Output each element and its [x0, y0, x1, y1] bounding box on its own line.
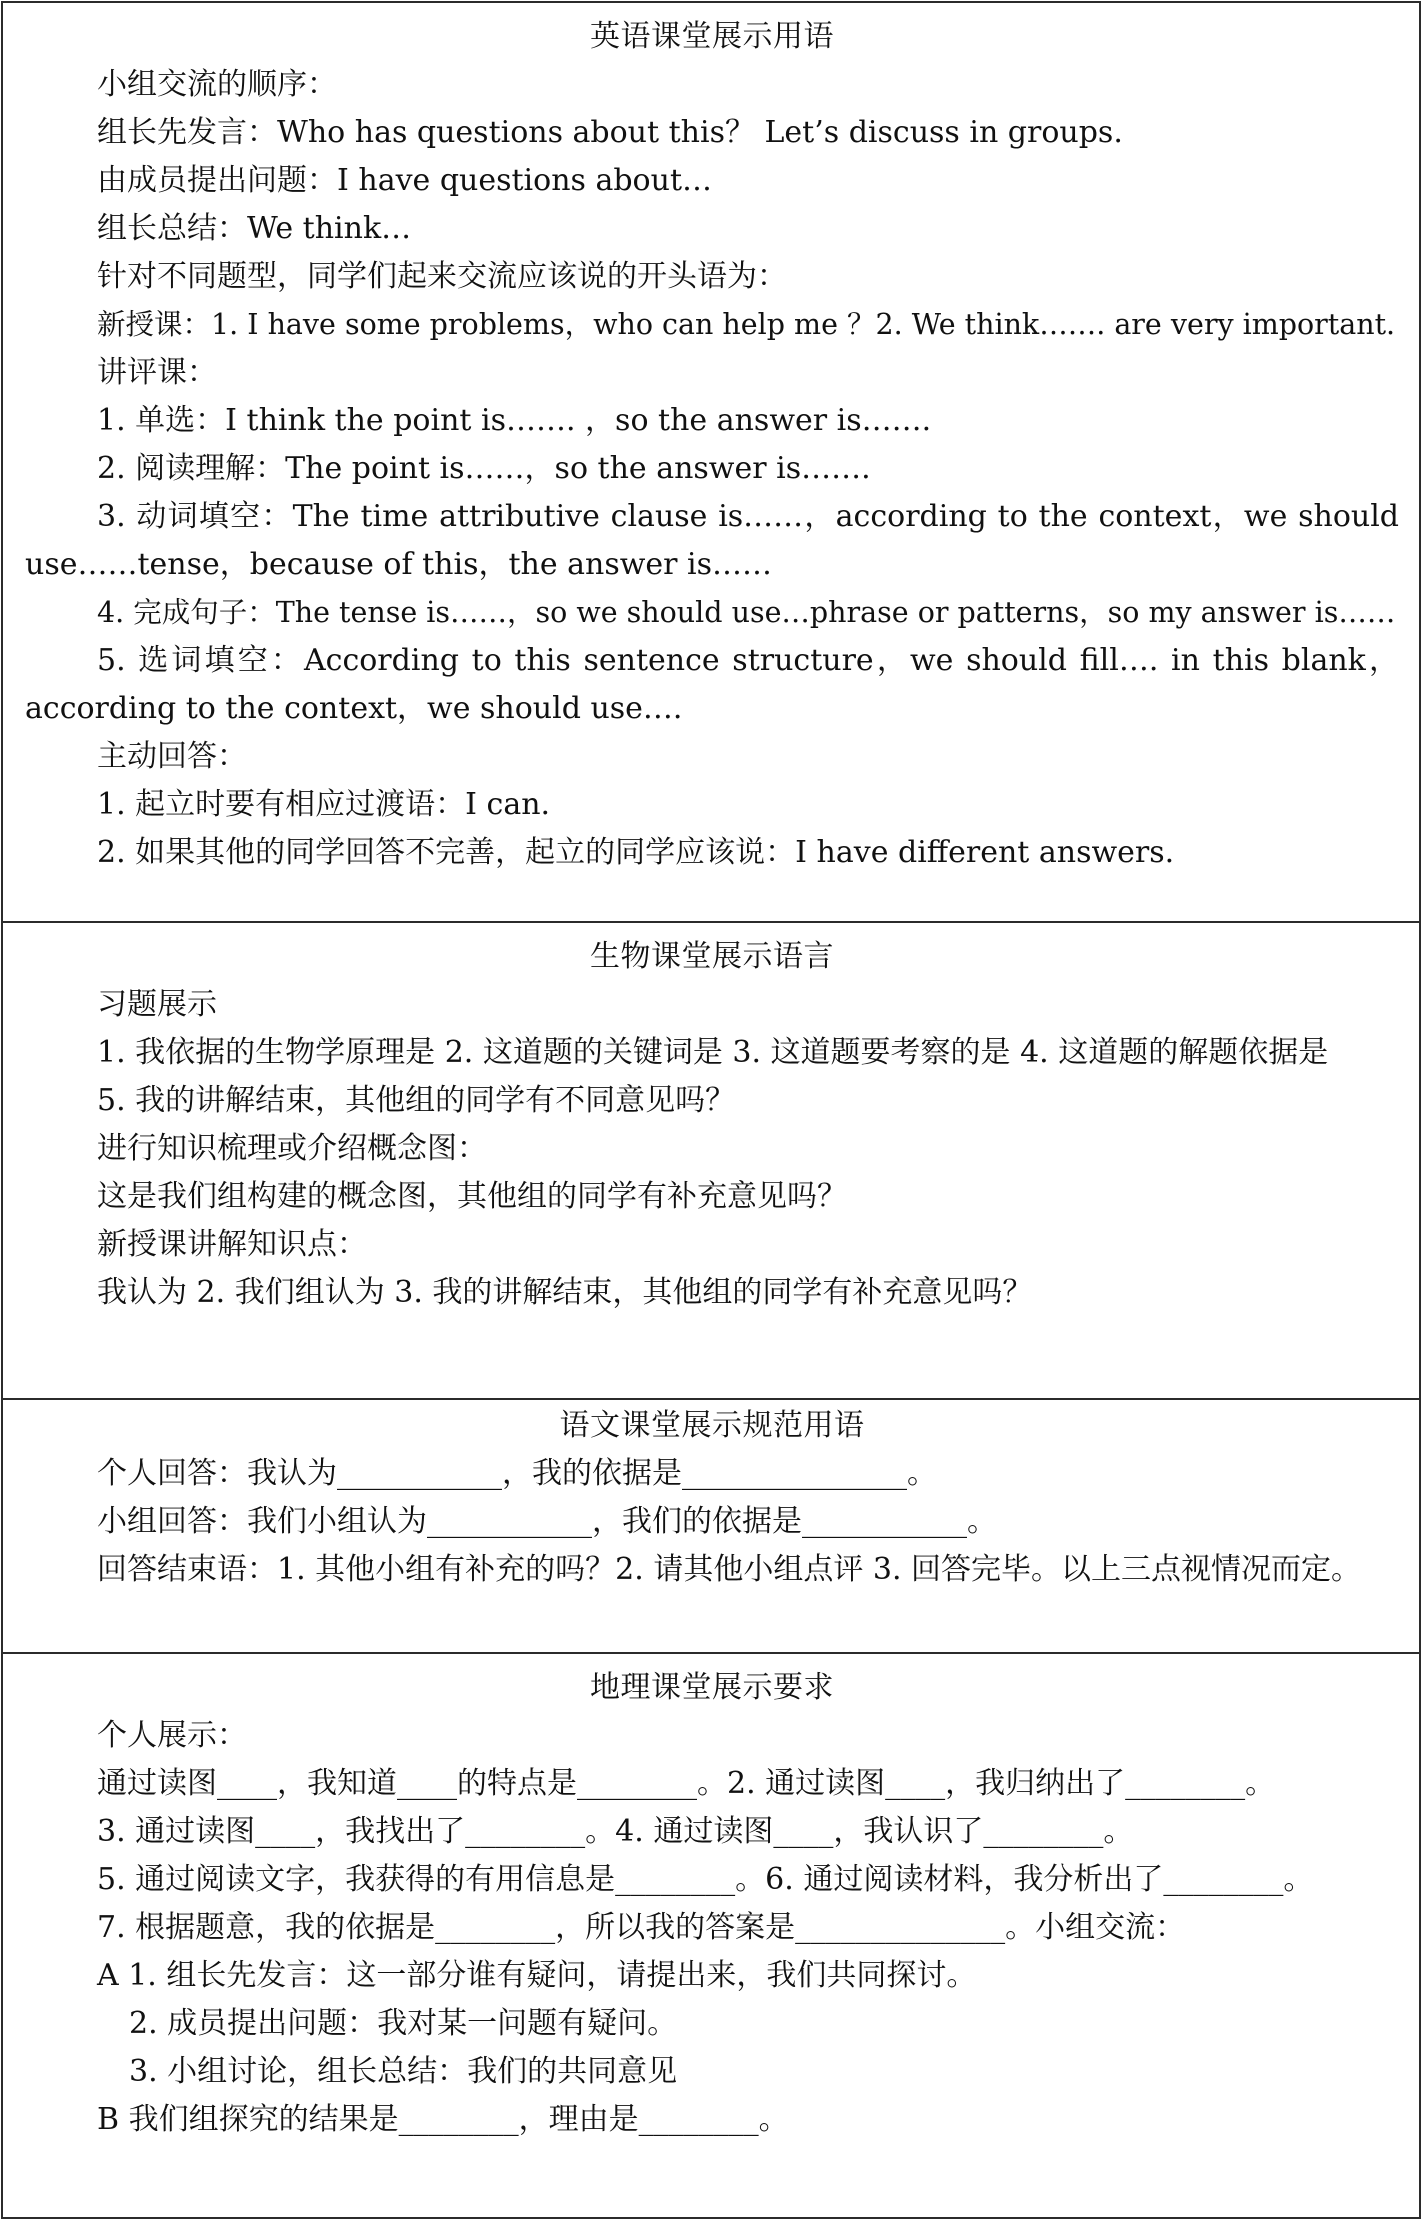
geography-paragraph: 通过读图____，我知道____的特点是________。2. 通过读图____，我归纳出了________。	[97, 1766, 1276, 1801]
biology-line: 这是我们组构建的概念图，其他组的同学有补充意见吗？	[97, 1179, 847, 1214]
biology-line: 我认为 2. 我们组认为 3. 我的讲解结束，其他组的同学有补充意见吗？	[97, 1275, 1033, 1310]
chinese-line: 个人回答：我认为___________，我的依据是_______________。	[97, 1456, 937, 1491]
english-line: 小组交流的顺序：	[97, 67, 337, 102]
presentation-language-table	[1, 1, 1421, 2219]
english-cell	[2, 2, 1420, 922]
english-answer-line: 2. 如果其他的同学回答不完善，起立的同学应该说：I have different answers.	[97, 835, 1175, 870]
chinese-closing-paragraph: 回答结束语：1. 其他小组有补充的吗？2. 请其他小组点评 3. 回答完毕。以上三点视情况而定。	[97, 1552, 1362, 1587]
geography-row	[2, 1653, 1420, 2218]
biology-section-title: 生物课堂展示语言	[590, 939, 834, 974]
english-line: 组长总结：We think…	[97, 211, 412, 246]
biology-line: 5. 我的讲解结束，其他组的同学有不同意见吗？	[97, 1083, 736, 1118]
english-line: 针对不同题型，同学们起来交流应该说的开头语为：	[97, 259, 787, 294]
geography-paragraph: 5. 通过阅读文字，我获得的有用信息是________。6. 通过阅读材料，我分析出了________。	[97, 1862, 1314, 1897]
english-section-title: 英语课堂展示用语	[590, 19, 834, 54]
english-answer-title: 主动回答：	[97, 739, 247, 774]
geography-cell	[2, 1653, 1420, 2218]
english-line: 2. 阅读理解：The point is……，so the answer is…….	[97, 451, 871, 486]
geography-line: 7. 根据题意，我的依据是________，所以我的答案是______________。小组交流：	[97, 1910, 1186, 1945]
english-line: 组长先发言：Who has questions about this？ Let’s discuss in groups.	[97, 115, 1123, 150]
biology-exercise-paragraph: 1. 我依据的生物学原理是 2. 这道题的关键词是 3. 这道题要考察的是 4. 这道题的解题依据是	[97, 1035, 1329, 1070]
geography-group-line: 2. 成员提出问题：我对某一问题有疑问。	[129, 2006, 678, 2041]
geography-personal-title: 个人展示：	[97, 1718, 247, 1753]
english-answer-line: 1. 起立时要有相应过渡语：I can.	[97, 787, 551, 822]
chinese-line: 小组回答：我们小组认为___________，我们的依据是___________。	[97, 1504, 997, 1539]
biology-line: 新授课讲解知识点：	[97, 1227, 367, 1262]
biology-row	[2, 922, 1420, 1399]
geography-group-line: B 我们组探究的结果是________，理由是________。	[97, 2102, 789, 2137]
english-line: 新授课：1. I have some problems，who can help me ？2. We think……. are very important.	[97, 308, 1396, 341]
biology-cell	[2, 922, 1420, 1399]
english-complete-sentence-line: 4. 完成句子：The tense is……，so we should use…phrase or patterns，so my answer is……	[97, 596, 1396, 629]
chinese-cell	[2, 1399, 1420, 1653]
geography-section-title: 地理课堂展示要求	[590, 1670, 834, 1705]
chinese-section-title: 语文课堂展示规范用语	[559, 1408, 865, 1443]
chinese-row	[2, 1399, 1420, 1653]
geography-line: 3. 通过读图____，我找出了________。4. 通过读图____，我认识了________。	[97, 1814, 1134, 1849]
english-line: 由成员提出问题：I have questions about…	[97, 163, 712, 198]
english-verb-fill-paragraph: 3. 动词填空：The time attributive clause is……，according to the context，we should use……tense，because of this，the answer is……	[25, 499, 1399, 582]
english-line: 1. 单选：I think the point is……. ，so the answer is…….	[97, 403, 932, 438]
english-line: 讲评课：	[97, 355, 217, 390]
biology-exercise-title: 习题展示	[97, 987, 217, 1022]
english-word-fill-paragraph: 5. 选词填空：According to this sentence structure，we should fill…. in this blank，according to the context，we should use….	[25, 643, 1399, 726]
geography-group-line: 3. 小组讨论，组长总结：我们的共同意见	[129, 2054, 678, 2089]
geography-group-line: A 1. 组长先发言：这一部分谁有疑问，请提出来，我们共同探讨。	[97, 1958, 977, 1993]
biology-line: 进行知识梳理或介绍概念图：	[97, 1131, 487, 1166]
english-row	[2, 2, 1420, 922]
